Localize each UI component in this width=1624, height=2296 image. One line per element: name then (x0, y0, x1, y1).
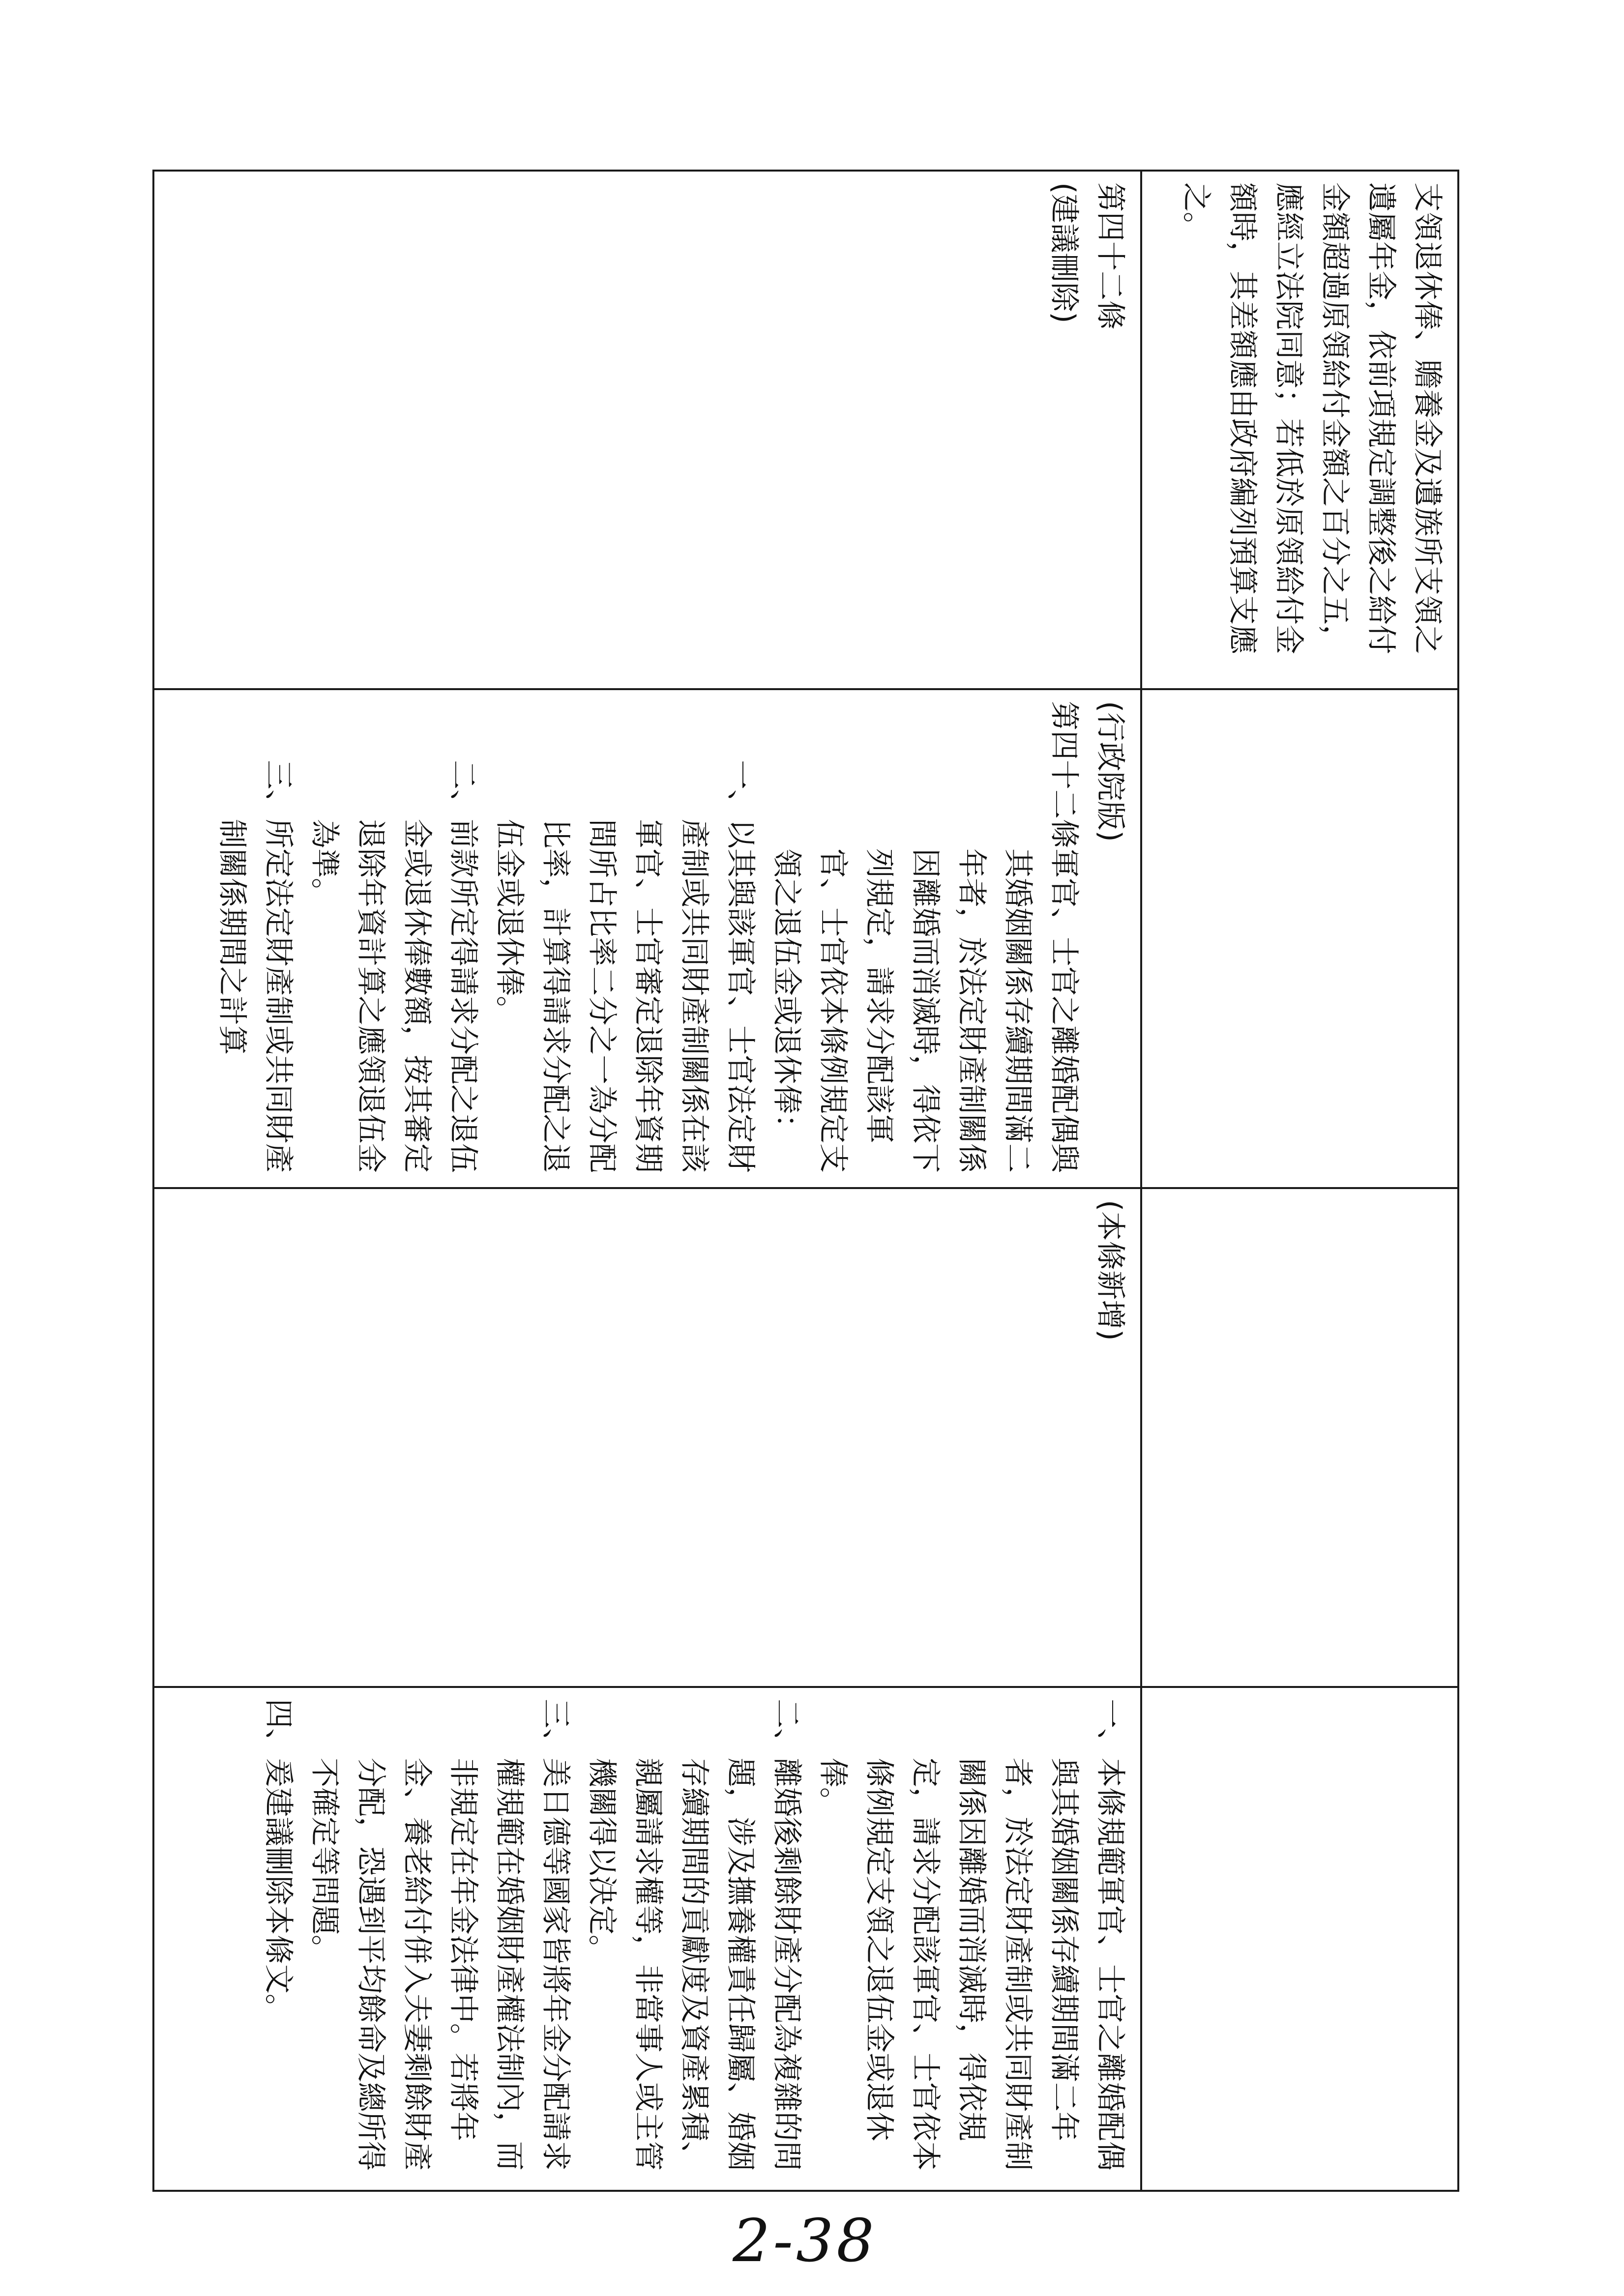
list-item: 三、 美日德等國家皆將年金分配請求權規範在婚姻財產權法制內，而非規定在年金法律中。若將年金、養老給付併入夫妻剩餘財產分配，恐遇到平均餘命及總所得不確定等問題。 (307, 1699, 573, 2171)
continued-text-cell (1141, 171, 1458, 689)
current-law-note: (本條新增) (1093, 1200, 1127, 1341)
list-item: 二、 離婚後剩餘財產分配為複雜的問題，涉及撫養權責任歸屬、婚姻存續期間的貢獻度及資產累積、親屬請求權等，非當事人或主管機關得以決定。 (585, 1699, 804, 2171)
page-number: 2-38 (733, 2207, 877, 2275)
current-law-cell (153, 1188, 1141, 1687)
empty-cell-d (1141, 1687, 1458, 2191)
comparison-table (152, 170, 1459, 2192)
continued-paragraph: 支領退休俸、贍養金及遺族所支領之遺屬年金，依前項規定調整後之給付金額超過原領給付金額之百分之五，應經立法院同意；若低於原領給付金額時，其差額應由政府編列預算支應之。 (1179, 182, 1445, 654)
proposal-article-title: 第四十二條 (1093, 182, 1127, 330)
proposal-cell (153, 171, 1141, 689)
executive-article-intro-text: 軍官、士官之離婚配偶與其婚姻關係存續期間滿二年者，於法定財產制關係因離婚而消滅時，得依下列規定，請求分配該軍官、士官依本條例規定支領之退伍金或退休俸： (769, 848, 1081, 1173)
table-row-article-42 (153, 171, 1141, 2191)
list-item: 一、 以其與該軍官、士官法定財產制或共同財產制關係在該軍官、士官審定退除年資期間所占比率二分之一為分配比率，計算得請求分配之退伍金或退休俸。 (492, 760, 758, 1173)
explanation-cell (153, 1687, 1141, 2191)
proposal-note: (建議刪除) (1047, 182, 1081, 323)
empty-cell-c (1141, 1188, 1458, 1687)
executive-version-cell (153, 689, 1141, 1188)
list-item: 三、 所定法定財產制或共同財產制關係期間之計算 (215, 760, 295, 1173)
table-row-continued (1141, 171, 1458, 2191)
executive-article-intro (764, 701, 1087, 1176)
list-item: 二、 前款所定得請求分配之退伍金或退休俸數額，按其審定退除年資計算之應領退伍金為準。 (307, 760, 480, 1173)
executive-article-title: 第四十二條 (1047, 701, 1081, 848)
list-item: 一、 本條規範軍官、士官之離婚配偶與其婚姻關係存續期間滿二年者，於法定財產制或共同財產制關係因離婚而消滅時，得依規定，請求分配該軍官、士官依本條例規定支領之退伍金或退休俸。 (816, 1699, 1127, 2171)
list-item: 四、 爰建議刪除本條文。 (261, 1699, 295, 2023)
comparison-table-wrapper (152, 170, 1459, 2190)
empty-cell-b (1141, 689, 1458, 1188)
executive-version-label: (行政院版) (1093, 701, 1127, 842)
